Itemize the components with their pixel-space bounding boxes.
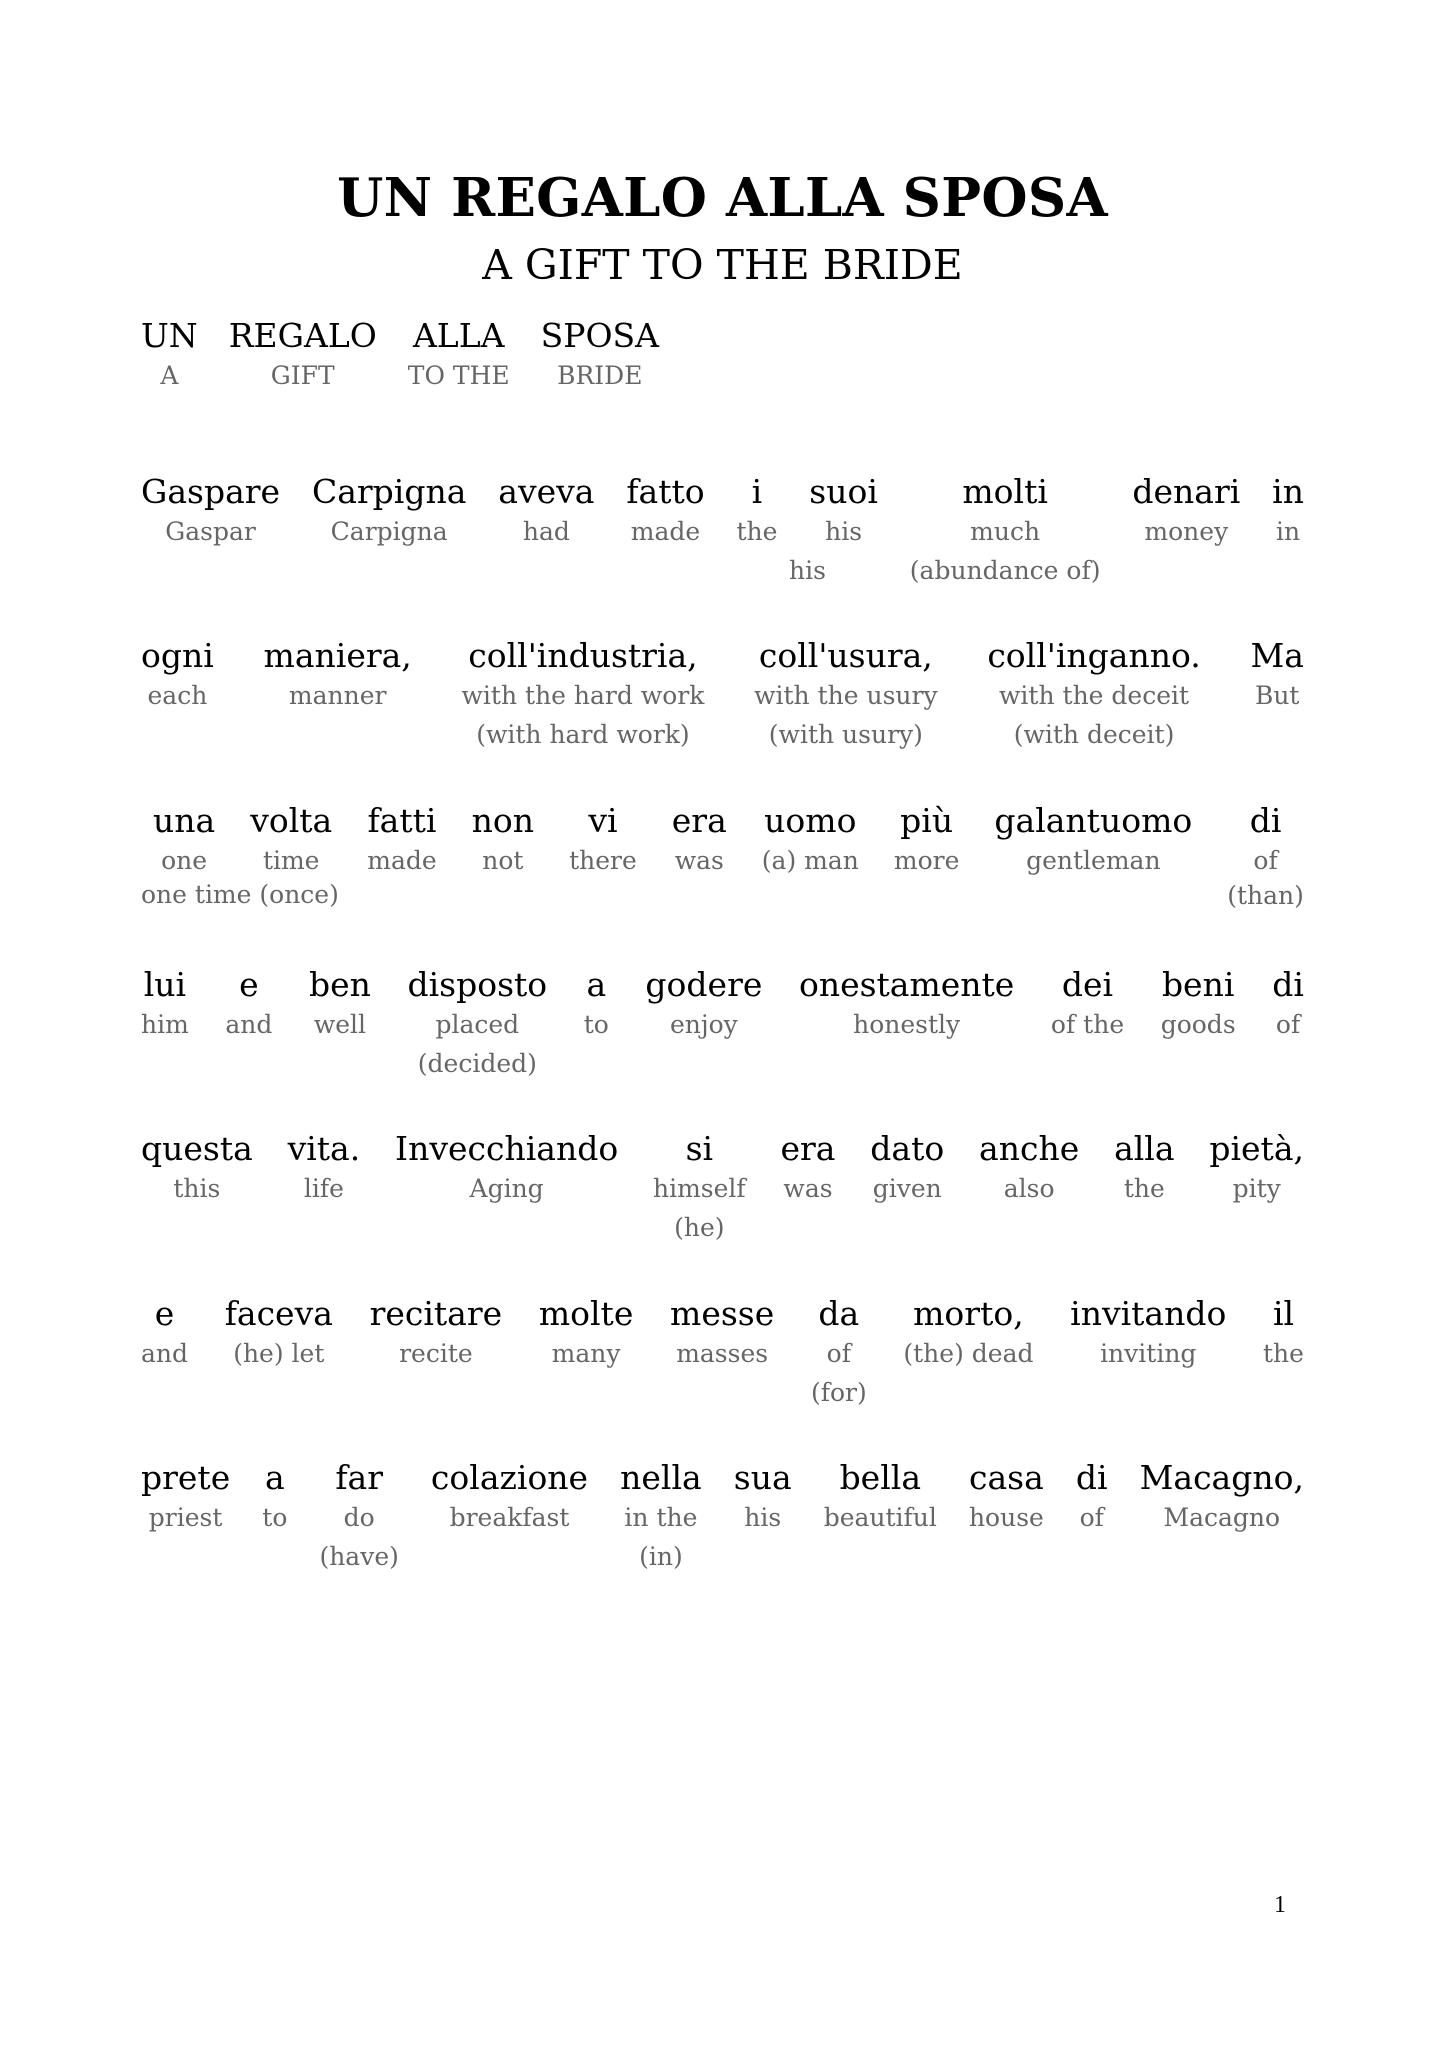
word-pair [672, 801, 727, 880]
word-pair [824, 1458, 937, 1537]
word-pair [229, 316, 377, 395]
english-gloss: beautiful [823, 1503, 937, 1532]
english-gloss: of [1253, 846, 1278, 875]
english-gloss: masses [676, 1339, 769, 1368]
english-gloss: this [173, 1174, 221, 1203]
italian-word: ALLA [412, 316, 505, 355]
word-pair [262, 1458, 287, 1537]
italian-word: dato [870, 1129, 945, 1168]
word-pair [288, 1129, 361, 1208]
english-gloss: manner [288, 681, 387, 710]
italian-word: il [1272, 1294, 1295, 1333]
word-pair [141, 316, 198, 395]
english-gloss: many [551, 1339, 621, 1368]
word-pair [141, 1294, 188, 1373]
english-gloss: (a) man [761, 846, 859, 875]
english-gloss: pity [1232, 1174, 1281, 1203]
english-gloss: had [522, 517, 570, 546]
italian-word: suoi [809, 472, 878, 511]
interlinear-row [141, 1129, 1304, 1247]
word-pair [894, 801, 960, 880]
word-pair [462, 636, 705, 754]
italian-word: di [1249, 801, 1282, 840]
english-gloss-alt: (with deceit) [1013, 720, 1175, 749]
italian-word: maniera, [263, 636, 412, 675]
word-pair [407, 965, 547, 1083]
english-gloss: to [583, 1010, 609, 1039]
word-pair [584, 965, 609, 1044]
italian-word: a [264, 1458, 285, 1497]
english-gloss: the [1263, 1339, 1304, 1368]
italian-word: Carpigna [311, 472, 467, 511]
english-gloss: of [826, 1339, 851, 1368]
page-title: UN REGALO ALLA SPOSA [337, 167, 1108, 229]
english-gloss-alt: (with hard work) [476, 720, 690, 749]
italian-word: era [780, 1129, 836, 1168]
word-pair [141, 472, 280, 551]
english-gloss: himself [653, 1174, 746, 1203]
italian-word: volta [250, 801, 333, 840]
english-gloss: life [303, 1174, 344, 1203]
english-gloss: in [1276, 517, 1301, 546]
english-gloss: placed [435, 1010, 520, 1039]
italian-word: e [239, 965, 259, 1004]
italian-word: da [818, 1294, 860, 1333]
word-pair [431, 1458, 588, 1537]
italian-word: far [335, 1458, 383, 1497]
word-pair [472, 801, 534, 880]
word-pair [1263, 1294, 1304, 1373]
english-gloss: goods [1160, 1010, 1236, 1039]
italian-word: denari [1132, 472, 1241, 511]
word-pair [670, 1294, 774, 1373]
italian-word: di [1272, 965, 1304, 1004]
english-gloss: much [970, 517, 1041, 546]
word-pair [1070, 1294, 1226, 1373]
italian-word: casa [969, 1458, 1044, 1497]
english-gloss: one [161, 846, 208, 875]
italian-word: coll'industria, [468, 636, 698, 675]
english-gloss: enjoy [669, 1010, 738, 1039]
word-pair [1272, 472, 1304, 551]
english-gloss: of [1079, 1503, 1104, 1532]
english-gloss: Macagno [1163, 1503, 1281, 1532]
english-gloss: each [147, 681, 208, 710]
word-pair [1227, 801, 1304, 915]
word-pair [367, 801, 436, 880]
word-pair [539, 1294, 634, 1373]
italian-word: coll'inganno. [987, 636, 1201, 675]
word-pair [736, 472, 777, 551]
italian-word: non [471, 801, 535, 840]
word-pair [1250, 636, 1303, 715]
word-pair [1272, 965, 1304, 1044]
interlinear-row [141, 472, 1304, 590]
italian-word: di [1075, 1458, 1108, 1497]
english-gloss-alt: (abundance of) [909, 556, 1101, 585]
word-pair [264, 636, 412, 715]
english-gloss: (he) let [233, 1339, 325, 1368]
italian-word: nella [620, 1458, 702, 1497]
word-pair [994, 801, 1192, 880]
italian-word: godere [645, 965, 763, 1004]
word-pair [1051, 965, 1124, 1044]
english-gloss: the [736, 517, 778, 546]
english-gloss: with the hard work [461, 681, 705, 710]
italian-word: e [154, 1294, 175, 1333]
italian-word: aveva [498, 472, 595, 511]
english-gloss: with the deceit [999, 681, 1190, 710]
word-pair [653, 1129, 746, 1247]
english-gloss: money [1144, 517, 1229, 546]
english-gloss: breakfast [449, 1503, 570, 1532]
english-gloss: (the) dead [903, 1339, 1034, 1368]
english-gloss: priest [148, 1503, 223, 1532]
english-gloss: more [893, 846, 960, 875]
word-pair [309, 965, 371, 1044]
english-gloss: was [674, 846, 724, 875]
word-pair [312, 472, 466, 551]
english-gloss-alt: (than) [1227, 881, 1304, 910]
italian-word: prete [141, 1458, 231, 1497]
word-pair [645, 965, 762, 1044]
italian-word: Gaspare [141, 472, 281, 511]
english-gloss: do [343, 1503, 375, 1532]
english-gloss: honestly [853, 1010, 961, 1039]
english-gloss: in the [624, 1503, 698, 1532]
english-gloss: recite [399, 1339, 473, 1368]
word-pair [809, 472, 878, 551]
word-pair [734, 1458, 792, 1537]
english-gloss: gentleman [1026, 846, 1161, 875]
word-pair [250, 801, 332, 880]
word-pair [395, 1129, 618, 1208]
italian-word: era [671, 801, 727, 840]
word-pair [1132, 472, 1240, 551]
italian-word: più [900, 801, 954, 840]
english-gloss: there [569, 846, 637, 875]
italian-word: ogni [141, 636, 214, 675]
italian-word: SPOSA [540, 316, 659, 355]
english-gloss: and [225, 1010, 273, 1039]
word-pair [910, 472, 1101, 590]
word-pair [319, 1458, 398, 1576]
italian-word: ben [308, 965, 371, 1004]
word-pair [1161, 965, 1236, 1044]
english-gloss: inviting [1100, 1339, 1197, 1368]
english-gloss: made [367, 846, 437, 875]
word-pair [569, 801, 637, 880]
page-subtitle: A GIFT TO THE BRIDE [482, 241, 963, 289]
english-gloss: his [825, 517, 863, 546]
english-gloss: given [872, 1174, 942, 1203]
english-gloss-span: his [789, 556, 826, 585]
word-pair [225, 1294, 333, 1373]
italian-word: Ma [1250, 636, 1304, 675]
italian-word: lui [143, 965, 187, 1004]
word-pair [1076, 1458, 1108, 1537]
word-pair [225, 965, 272, 1044]
italian-word: UN [141, 316, 198, 355]
italian-word: si [685, 1129, 714, 1168]
italian-word: vi [588, 801, 618, 840]
english-gloss-alt: (he) [674, 1213, 725, 1242]
word-pair [620, 1458, 702, 1576]
word-pair [1140, 1458, 1304, 1537]
italian-word: molte [538, 1294, 634, 1333]
english-gloss: BRIDE [557, 361, 643, 390]
italian-word: pietà, [1209, 1129, 1304, 1168]
italian-word: messe [670, 1294, 775, 1333]
italian-word: uomo [764, 801, 857, 840]
italian-word: coll'usura, [758, 636, 933, 675]
word-pair [1114, 1129, 1174, 1208]
word-pair [626, 472, 704, 551]
italian-word: una [153, 801, 216, 840]
interlinear-row [141, 1294, 1304, 1412]
italian-word: morto, [913, 1294, 1024, 1333]
italian-word: sua [733, 1458, 792, 1497]
english-gloss: the [1123, 1174, 1165, 1203]
italian-word: disposto [407, 965, 548, 1004]
english-gloss: GIFT [270, 361, 335, 390]
italian-word: fatto [626, 472, 705, 511]
italian-word: vita. [287, 1129, 361, 1168]
english-gloss: Carpigna [330, 517, 448, 546]
italian-word: fatti [367, 801, 437, 840]
english-gloss: Gaspar [165, 517, 256, 546]
interlinear-row [141, 965, 1304, 1083]
italian-word: anche [979, 1129, 1080, 1168]
italian-word: faceva [224, 1294, 333, 1333]
italian-word: onestamente [798, 965, 1015, 1004]
english-gloss: of [1275, 1010, 1301, 1039]
italian-word: in [1272, 472, 1304, 511]
english-gloss: also [1003, 1174, 1055, 1203]
italian-word: molti [962, 472, 1048, 511]
italian-word: beni [1161, 965, 1235, 1004]
english-gloss: house [968, 1503, 1044, 1532]
word-pair [969, 1458, 1044, 1537]
word-pair [153, 801, 215, 880]
english-gloss-span: one time (once) [141, 880, 339, 909]
word-pair [141, 636, 214, 715]
english-gloss-alt: (in) [639, 1542, 683, 1571]
word-pair [811, 1294, 867, 1412]
english-gloss: to [262, 1503, 288, 1532]
italian-word: bella [839, 1458, 921, 1497]
english-gloss: TO THE [407, 361, 510, 390]
english-gloss-alt: (have) [319, 1542, 399, 1571]
word-pair [370, 1294, 503, 1373]
italian-word: alla [1114, 1129, 1175, 1168]
word-pair [408, 316, 510, 395]
english-gloss: was [783, 1174, 833, 1203]
interlinear-row [141, 636, 1304, 754]
italian-word: REGALO [228, 316, 377, 355]
interlinear-row [141, 1458, 1304, 1576]
english-gloss: well [313, 1010, 367, 1039]
english-gloss: not [482, 846, 524, 875]
english-gloss: Aging [469, 1174, 544, 1203]
word-pair [870, 1129, 944, 1208]
page-number: 1 [1274, 1892, 1286, 1918]
word-pair [141, 965, 189, 1044]
word-pair [541, 316, 659, 395]
italian-word: colazione [430, 1458, 589, 1497]
word-pair [781, 1129, 836, 1208]
english-gloss: time [262, 846, 320, 875]
english-gloss-alt: (with usury) [768, 720, 923, 749]
english-gloss-alt: (decided) [417, 1049, 537, 1078]
italian-word: i [751, 472, 763, 511]
english-gloss: with the usury [754, 681, 938, 710]
english-gloss-alt: (for) [810, 1378, 867, 1407]
italian-word: Macagno, [1139, 1458, 1304, 1497]
word-pair [799, 965, 1014, 1044]
word-pair [141, 1458, 230, 1537]
interlinear-row [141, 801, 1304, 915]
english-gloss: and [141, 1339, 189, 1368]
english-gloss: made [630, 517, 701, 546]
italian-word: questa [141, 1129, 253, 1168]
word-pair [903, 1294, 1033, 1373]
word-pair [762, 801, 859, 880]
word-pair [979, 1129, 1079, 1208]
english-gloss: his [744, 1503, 782, 1532]
word-pair [754, 636, 937, 754]
word-pair [1209, 1129, 1304, 1208]
word-pair [498, 472, 594, 551]
english-gloss: A [160, 361, 179, 390]
english-gloss: of the [1050, 1010, 1125, 1039]
italian-word: a [586, 965, 607, 1004]
italian-word: recitare [369, 1294, 503, 1333]
italian-word: galantuomo [994, 801, 1193, 840]
italian-word: invitando [1070, 1294, 1227, 1333]
italian-word: Invecchiando [395, 1129, 619, 1168]
english-gloss: But [1254, 681, 1300, 710]
italian-word: dei [1061, 965, 1114, 1004]
english-gloss: him [141, 1010, 189, 1039]
word-pair [141, 1129, 253, 1208]
interlinear-row [141, 316, 1304, 395]
word-pair [987, 636, 1200, 754]
